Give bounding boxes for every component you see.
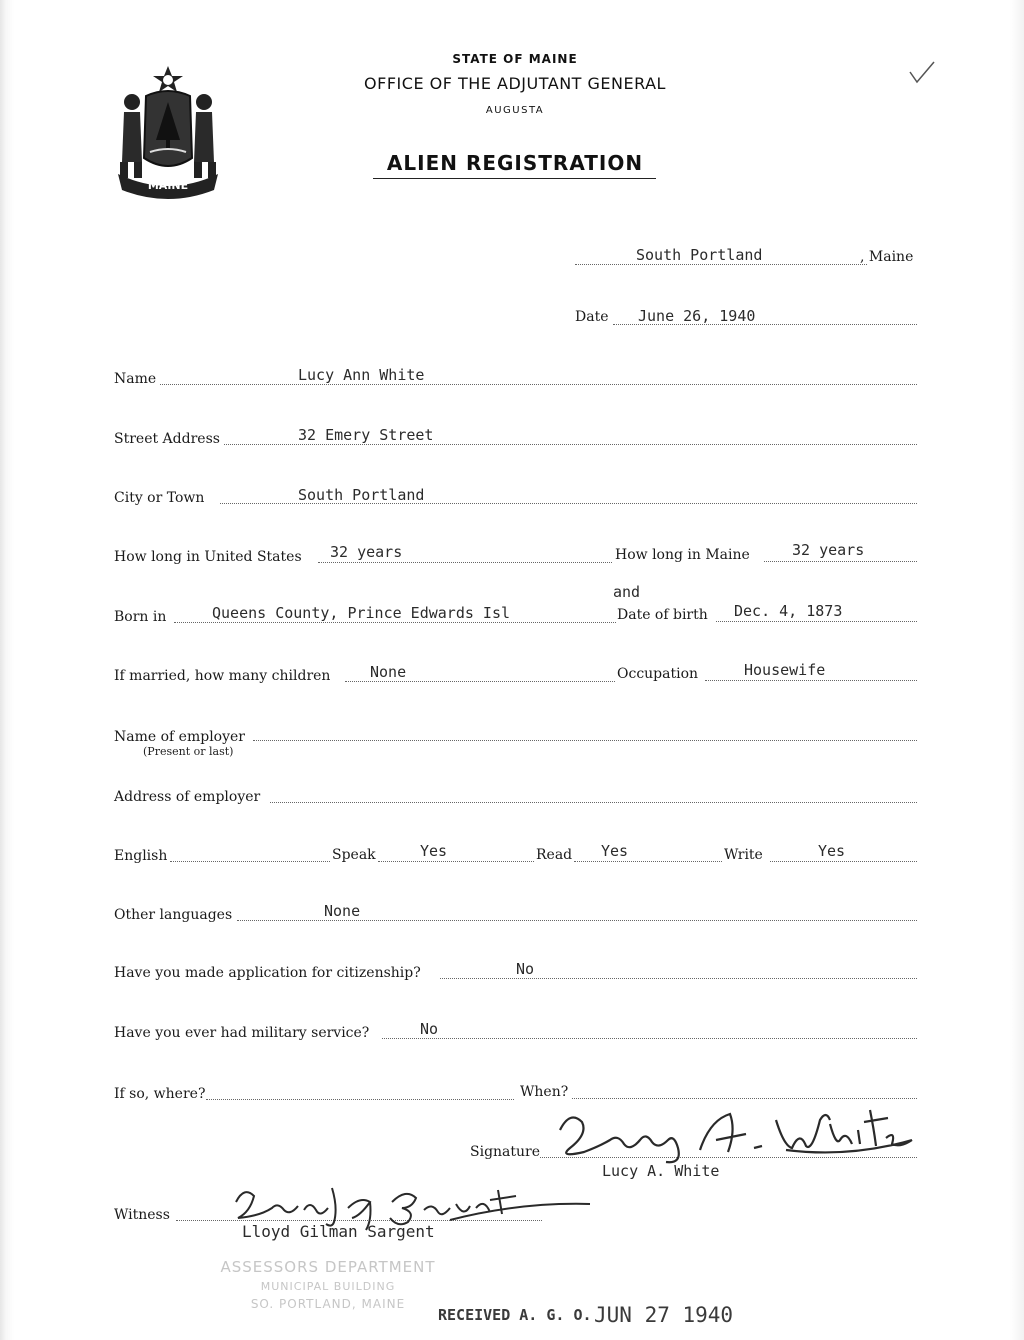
us-years-label: How long in United States — [114, 549, 302, 565]
received-label: RECEIVED A. G. O. — [438, 1306, 592, 1324]
date-value: June 26, 1940 — [638, 307, 756, 325]
city-heading: AUGUSTA — [485, 105, 545, 116]
date-label: Date — [575, 309, 609, 325]
us-years-value: 32 years — [330, 543, 403, 561]
name-value: Lucy Ann White — [298, 366, 425, 384]
office-heading: OFFICE OF THE ADJUTANT GENERAL — [364, 74, 666, 93]
signature-label: Signature — [470, 1144, 541, 1160]
witness-handwritten-text: Lloyd G. Sargent — [410, 1218, 419, 1219]
street-value: 32 Emery Street — [298, 426, 434, 444]
citizenship-label: Have you made application for citizenship? — [114, 965, 421, 981]
dob-value: Dec. 4, 1873 — [734, 602, 843, 620]
occupation-value: Housewife — [744, 661, 826, 679]
location-suffix: , Maine — [860, 249, 914, 265]
dob-label: Date of birth — [617, 607, 708, 623]
employer-sublabel: (Present or last) — [143, 745, 234, 758]
occupation-label: Occupation — [617, 666, 699, 682]
city-label: City or Town — [114, 490, 205, 506]
name-label: Name — [114, 371, 157, 387]
seal-banner-text: MAINE — [147, 179, 189, 192]
signature-typed-name: Lucy A. White — [602, 1162, 720, 1180]
maine-years-value: 32 years — [792, 541, 865, 559]
location-value: South Portland — [636, 246, 763, 264]
read-value: Yes — [601, 842, 629, 860]
title-underline — [373, 178, 656, 179]
when-label: When? — [520, 1084, 569, 1100]
english-label: English — [114, 848, 168, 864]
write-value: Yes — [818, 842, 846, 860]
speak-label: Speak — [332, 847, 376, 863]
born-label: Born in — [114, 609, 167, 625]
born-extra: and — [613, 583, 641, 601]
stamp-line-1: ASSESSORS DEPARTMENT — [220, 1258, 436, 1276]
employer-address-label: Address of employer — [114, 789, 261, 805]
signature-handwritten-text: Lucy A. White — [730, 1140, 738, 1141]
applicant-signature — [540, 1100, 920, 1170]
speak-value: Yes — [420, 842, 448, 860]
born-value: Queens County, Prince Edwards Isl — [212, 604, 511, 622]
military-value: No — [420, 1020, 439, 1038]
read-label: Read — [536, 847, 573, 863]
other-languages-value: None — [324, 902, 361, 920]
state-heading: STATE OF MAINE — [452, 52, 578, 66]
received-date: JUN 27 1940 — [594, 1303, 734, 1327]
write-label: Write — [724, 847, 763, 863]
citizenship-value: No — [516, 960, 535, 978]
stamp-line-3: SO. PORTLAND, MAINE — [250, 1297, 406, 1311]
children-label: If married, how many children — [114, 668, 331, 684]
where-label: If so, where? — [114, 1086, 206, 1102]
street-label: Street Address — [114, 431, 220, 447]
maine-years-label: How long in Maine — [615, 547, 750, 563]
city-value: South Portland — [298, 486, 425, 504]
form-title: ALIEN REGISTRATION — [386, 151, 644, 175]
military-label: Have you ever had military service? — [114, 1025, 370, 1041]
employer-label: Name of employer — [114, 729, 245, 745]
stamp-line-2: MUNICIPAL BUILDING — [260, 1280, 396, 1293]
other-languages-label: Other languages — [114, 907, 233, 923]
children-value: None — [370, 663, 407, 681]
witness-typed-name: Lloyd Gilman Sargent — [242, 1222, 435, 1241]
witness-label: Witness — [114, 1207, 170, 1223]
